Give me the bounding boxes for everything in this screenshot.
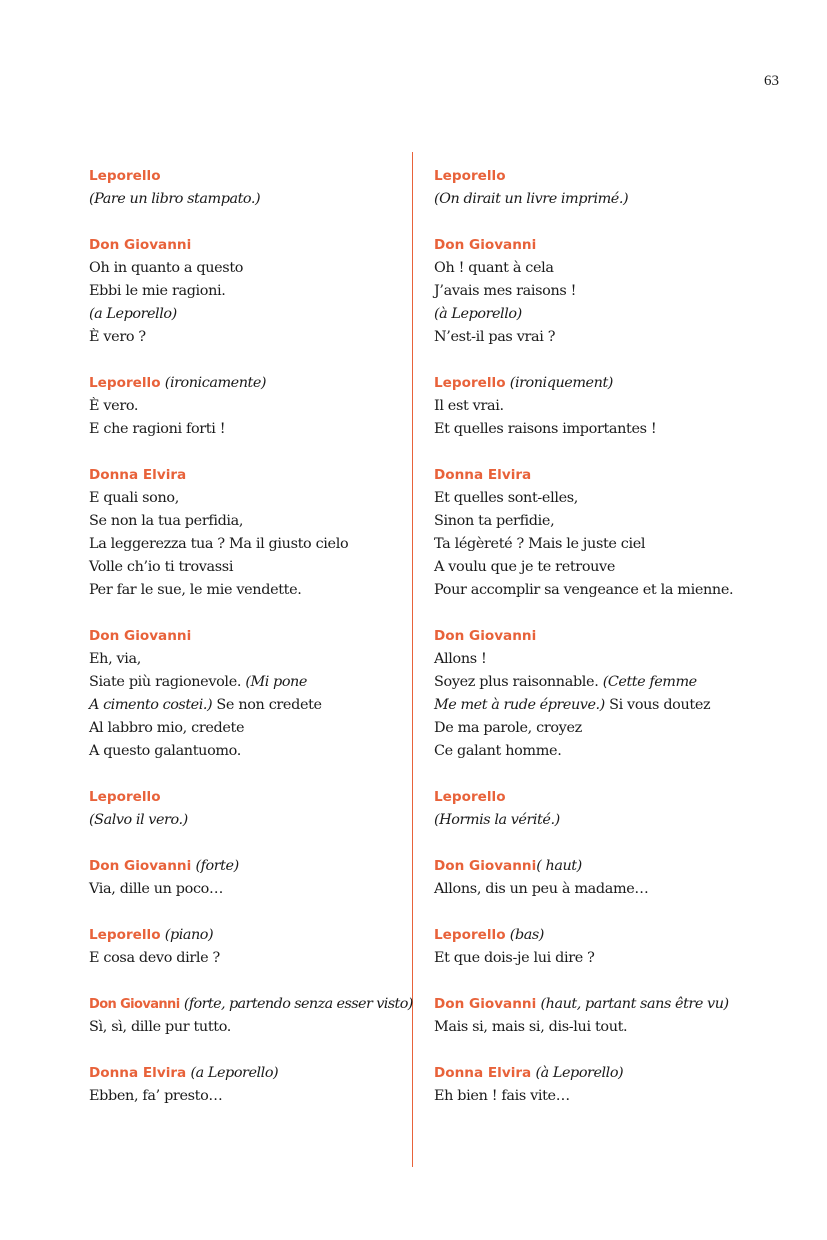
dialogue-block: [434, 993, 774, 1039]
verse-text: Via, dille un poco…: [89, 881, 224, 897]
verse-line: [434, 694, 774, 717]
speaker-line: [434, 855, 774, 878]
verse-line: [434, 1085, 774, 1108]
speaker-line: [434, 993, 774, 1016]
verse-line: [434, 556, 774, 579]
speaker-line: [89, 165, 401, 188]
verse-line: [434, 257, 774, 280]
verse-line: [434, 809, 774, 832]
verse-text: Allons !: [434, 651, 487, 667]
speaker-name: Leporello: [434, 375, 506, 391]
dialogue-block: [434, 1062, 774, 1108]
verse-line: [89, 395, 401, 418]
dialogue-block: [89, 924, 401, 970]
stage-direction: (a Leporello): [190, 1065, 279, 1081]
speaker-line: [89, 464, 401, 487]
speaker-name: Don Giovanni: [89, 237, 192, 253]
verse-text: Al labbro mio, credete: [89, 720, 245, 736]
verse-line: [434, 671, 774, 694]
verse-line: [89, 280, 401, 303]
stage-direction: (ironicamente): [164, 375, 267, 391]
verse-line: [434, 303, 774, 326]
stage-direction: (à Leporello): [535, 1065, 624, 1081]
verse-text: Se non credete: [216, 697, 322, 713]
speaker-name: Donna Elvira: [89, 1065, 187, 1081]
stage-direction: (piano): [164, 927, 214, 943]
speaker-name: Don Giovanni: [89, 858, 192, 874]
verse-line: [89, 487, 401, 510]
speaker-name: Leporello: [434, 789, 506, 805]
verse-line: [434, 1016, 774, 1039]
verse-line: [434, 740, 774, 763]
speaker-name: Don Giovanni: [434, 237, 537, 253]
speaker-line: [434, 464, 774, 487]
verse-text: Ebbi le mie ragioni.: [89, 283, 226, 299]
stage-direction: (Mi pone: [245, 674, 307, 690]
dialogue-block: [89, 464, 401, 602]
speaker-name: Leporello: [434, 927, 506, 943]
verse-line: [434, 878, 774, 901]
verse-text: Ebben, fa’ presto…: [89, 1088, 223, 1104]
speaker-line: [89, 924, 401, 947]
verse-text: A questo galantuomo.: [89, 743, 241, 759]
dialogue-block: [434, 464, 774, 602]
speaker-name: Donna Elvira: [89, 467, 187, 483]
verse-line: [434, 326, 774, 349]
verse-text: Si vous doutez: [609, 697, 711, 713]
speaker-name: Don Giovanni: [434, 628, 537, 644]
dialogue-block: [89, 372, 401, 441]
verse-text: Per far le sue, le mie vendette.: [89, 582, 302, 598]
page-number: 63: [764, 73, 779, 89]
verse-line: [89, 694, 401, 717]
verse-text: Sinon ta perfidie,: [434, 513, 555, 529]
verse-text: È vero.: [89, 398, 139, 414]
verse-text: Il est vrai.: [434, 398, 504, 414]
verse-line: [89, 809, 401, 832]
speaker-line: [89, 234, 401, 257]
speaker-name: Donna Elvira: [434, 467, 532, 483]
verse-line: [89, 878, 401, 901]
stage-direction: (Hormis la vérité.): [434, 812, 560, 828]
verse-line: [89, 1085, 401, 1108]
verse-text: Oh in quanto a questo: [89, 260, 244, 276]
speaker-line: [434, 924, 774, 947]
speaker-line: [434, 234, 774, 257]
verse-text: J’avais mes raisons !: [434, 283, 577, 299]
speaker-line: [89, 372, 401, 395]
french-column: [434, 165, 774, 1131]
verse-line: [89, 257, 401, 280]
stage-direction: (Cette femme: [602, 674, 697, 690]
verse-text: Pour accomplir sa vengeance et la mienne.: [434, 582, 734, 598]
stage-direction: (forte): [195, 858, 239, 874]
verse-text: È vero ?: [89, 329, 146, 345]
verse-line: [89, 188, 401, 211]
speaker-line: [89, 855, 401, 878]
column-divider: [412, 152, 413, 1167]
verse-line: [89, 740, 401, 763]
speaker-line: [89, 625, 401, 648]
speaker-line: [434, 786, 774, 809]
verse-line: [89, 717, 401, 740]
verse-line: [89, 326, 401, 349]
verse-text: Eh bien ! fais vite…: [434, 1088, 570, 1104]
speaker-name: Leporello: [89, 789, 161, 805]
verse-text: Soyez plus raisonnable.: [434, 674, 599, 690]
verse-text: Siate più ragionevole.: [89, 674, 242, 690]
italian-column: [89, 165, 413, 1131]
verse-text: E quali sono,: [89, 490, 179, 506]
stage-direction: (On dirait un livre imprimé.): [434, 191, 629, 207]
verse-text: Se non la tua perfidia,: [89, 513, 244, 529]
verse-text: Ta légèreté ? Mais le juste ciel: [434, 536, 646, 552]
verse-line: [89, 947, 401, 970]
stage-direction: (Pare un libro stampato.): [89, 191, 261, 207]
speaker-line: [434, 625, 774, 648]
speaker-name: Leporello: [89, 168, 161, 184]
verse-text: E che ragioni forti !: [89, 421, 226, 437]
stage-direction: A cimento costei.): [89, 697, 213, 713]
speaker-line: [89, 1062, 401, 1085]
speaker-name: Don Giovanni: [434, 996, 537, 1012]
speaker-line: [89, 786, 401, 809]
speaker-name: Leporello: [89, 927, 161, 943]
dialogue-block: [434, 924, 774, 970]
verse-text: Mais si, mais si, dis-lui tout.: [434, 1019, 628, 1035]
verse-line: [89, 556, 401, 579]
stage-direction: (Salvo il vero.): [89, 812, 188, 828]
verse-text: Eh, via,: [89, 651, 142, 667]
verse-text: Ce galant homme.: [434, 743, 562, 759]
verse-text: A voulu que je te retrouve: [434, 559, 616, 575]
verse-text: Oh ! quant à cela: [434, 260, 554, 276]
stage-direction: (bas): [509, 927, 544, 943]
verse-line: [434, 717, 774, 740]
stage-direction: (forte, partendo senza esser visto): [183, 996, 413, 1012]
verse-line: [89, 579, 401, 602]
verse-text: Allons, dis un peu à madame…: [434, 881, 649, 897]
dialogue-block: [89, 234, 401, 349]
dialogue-block: [89, 993, 413, 1039]
dialogue-block: [89, 855, 401, 901]
speaker-name: Don Giovanni: [89, 997, 180, 1012]
verse-line: [89, 510, 401, 533]
verse-text: E cosa devo dirle ?: [89, 950, 220, 966]
stage-direction: ( haut): [536, 858, 582, 874]
speaker-line: [434, 1062, 774, 1085]
verse-text: Et quelles raisons importantes !: [434, 421, 657, 437]
dialogue-block: [89, 1062, 401, 1108]
verse-line: [434, 533, 774, 556]
verse-text: La leggerezza tua ? Ma il giusto cielo: [89, 536, 349, 552]
dialogue-block: [434, 625, 774, 763]
verse-line: [434, 280, 774, 303]
dialogue-block: [434, 786, 774, 832]
dialogue-block: [434, 165, 774, 211]
verse-text: Volle ch’io ti trovassi: [89, 559, 234, 575]
stage-direction: (a Leporello): [89, 306, 177, 322]
speaker-line: [434, 165, 774, 188]
verse-text: De ma parole, croyez: [434, 720, 582, 736]
verse-line: [89, 418, 401, 441]
dialogue-block: [434, 855, 774, 901]
verse-line: [434, 579, 774, 602]
verse-line: [434, 418, 774, 441]
dialogue-block: [434, 372, 774, 441]
speaker-line: [434, 372, 774, 395]
speaker-line: [89, 993, 413, 1016]
speaker-name: Don Giovanni: [89, 628, 192, 644]
verse-text: N’est-il pas vrai ?: [434, 329, 556, 345]
verse-line: [434, 188, 774, 211]
speaker-name: Leporello: [89, 375, 161, 391]
verse-line: [434, 487, 774, 510]
verse-line: [89, 533, 401, 556]
stage-direction: Me met à rude épreuve.): [434, 697, 605, 713]
speaker-name: Donna Elvira: [434, 1065, 532, 1081]
verse-line: [434, 395, 774, 418]
verse-line: [434, 648, 774, 671]
verse-line: [89, 671, 401, 694]
stage-direction: (haut, partant sans être vu): [540, 996, 729, 1012]
verse-text: Sì, sì, dille pur tutto.: [89, 1019, 231, 1035]
dialogue-block: [434, 234, 774, 349]
verse-text: Et quelles sont-elles,: [434, 490, 578, 506]
verse-line: [89, 303, 401, 326]
verse-line: [434, 947, 774, 970]
verse-line: [89, 1016, 401, 1039]
verse-line: [434, 510, 774, 533]
dialogue-block: [89, 625, 401, 763]
speaker-name: Leporello: [434, 168, 506, 184]
verse-text: Et que dois-je lui dire ?: [434, 950, 595, 966]
verse-line: [89, 648, 401, 671]
speaker-name: Don Giovanni: [434, 858, 537, 874]
dialogue-block: [89, 786, 401, 832]
dialogue-block: [89, 165, 401, 211]
stage-direction: (à Leporello): [434, 306, 522, 322]
stage-direction: (ironiquement): [509, 375, 613, 391]
